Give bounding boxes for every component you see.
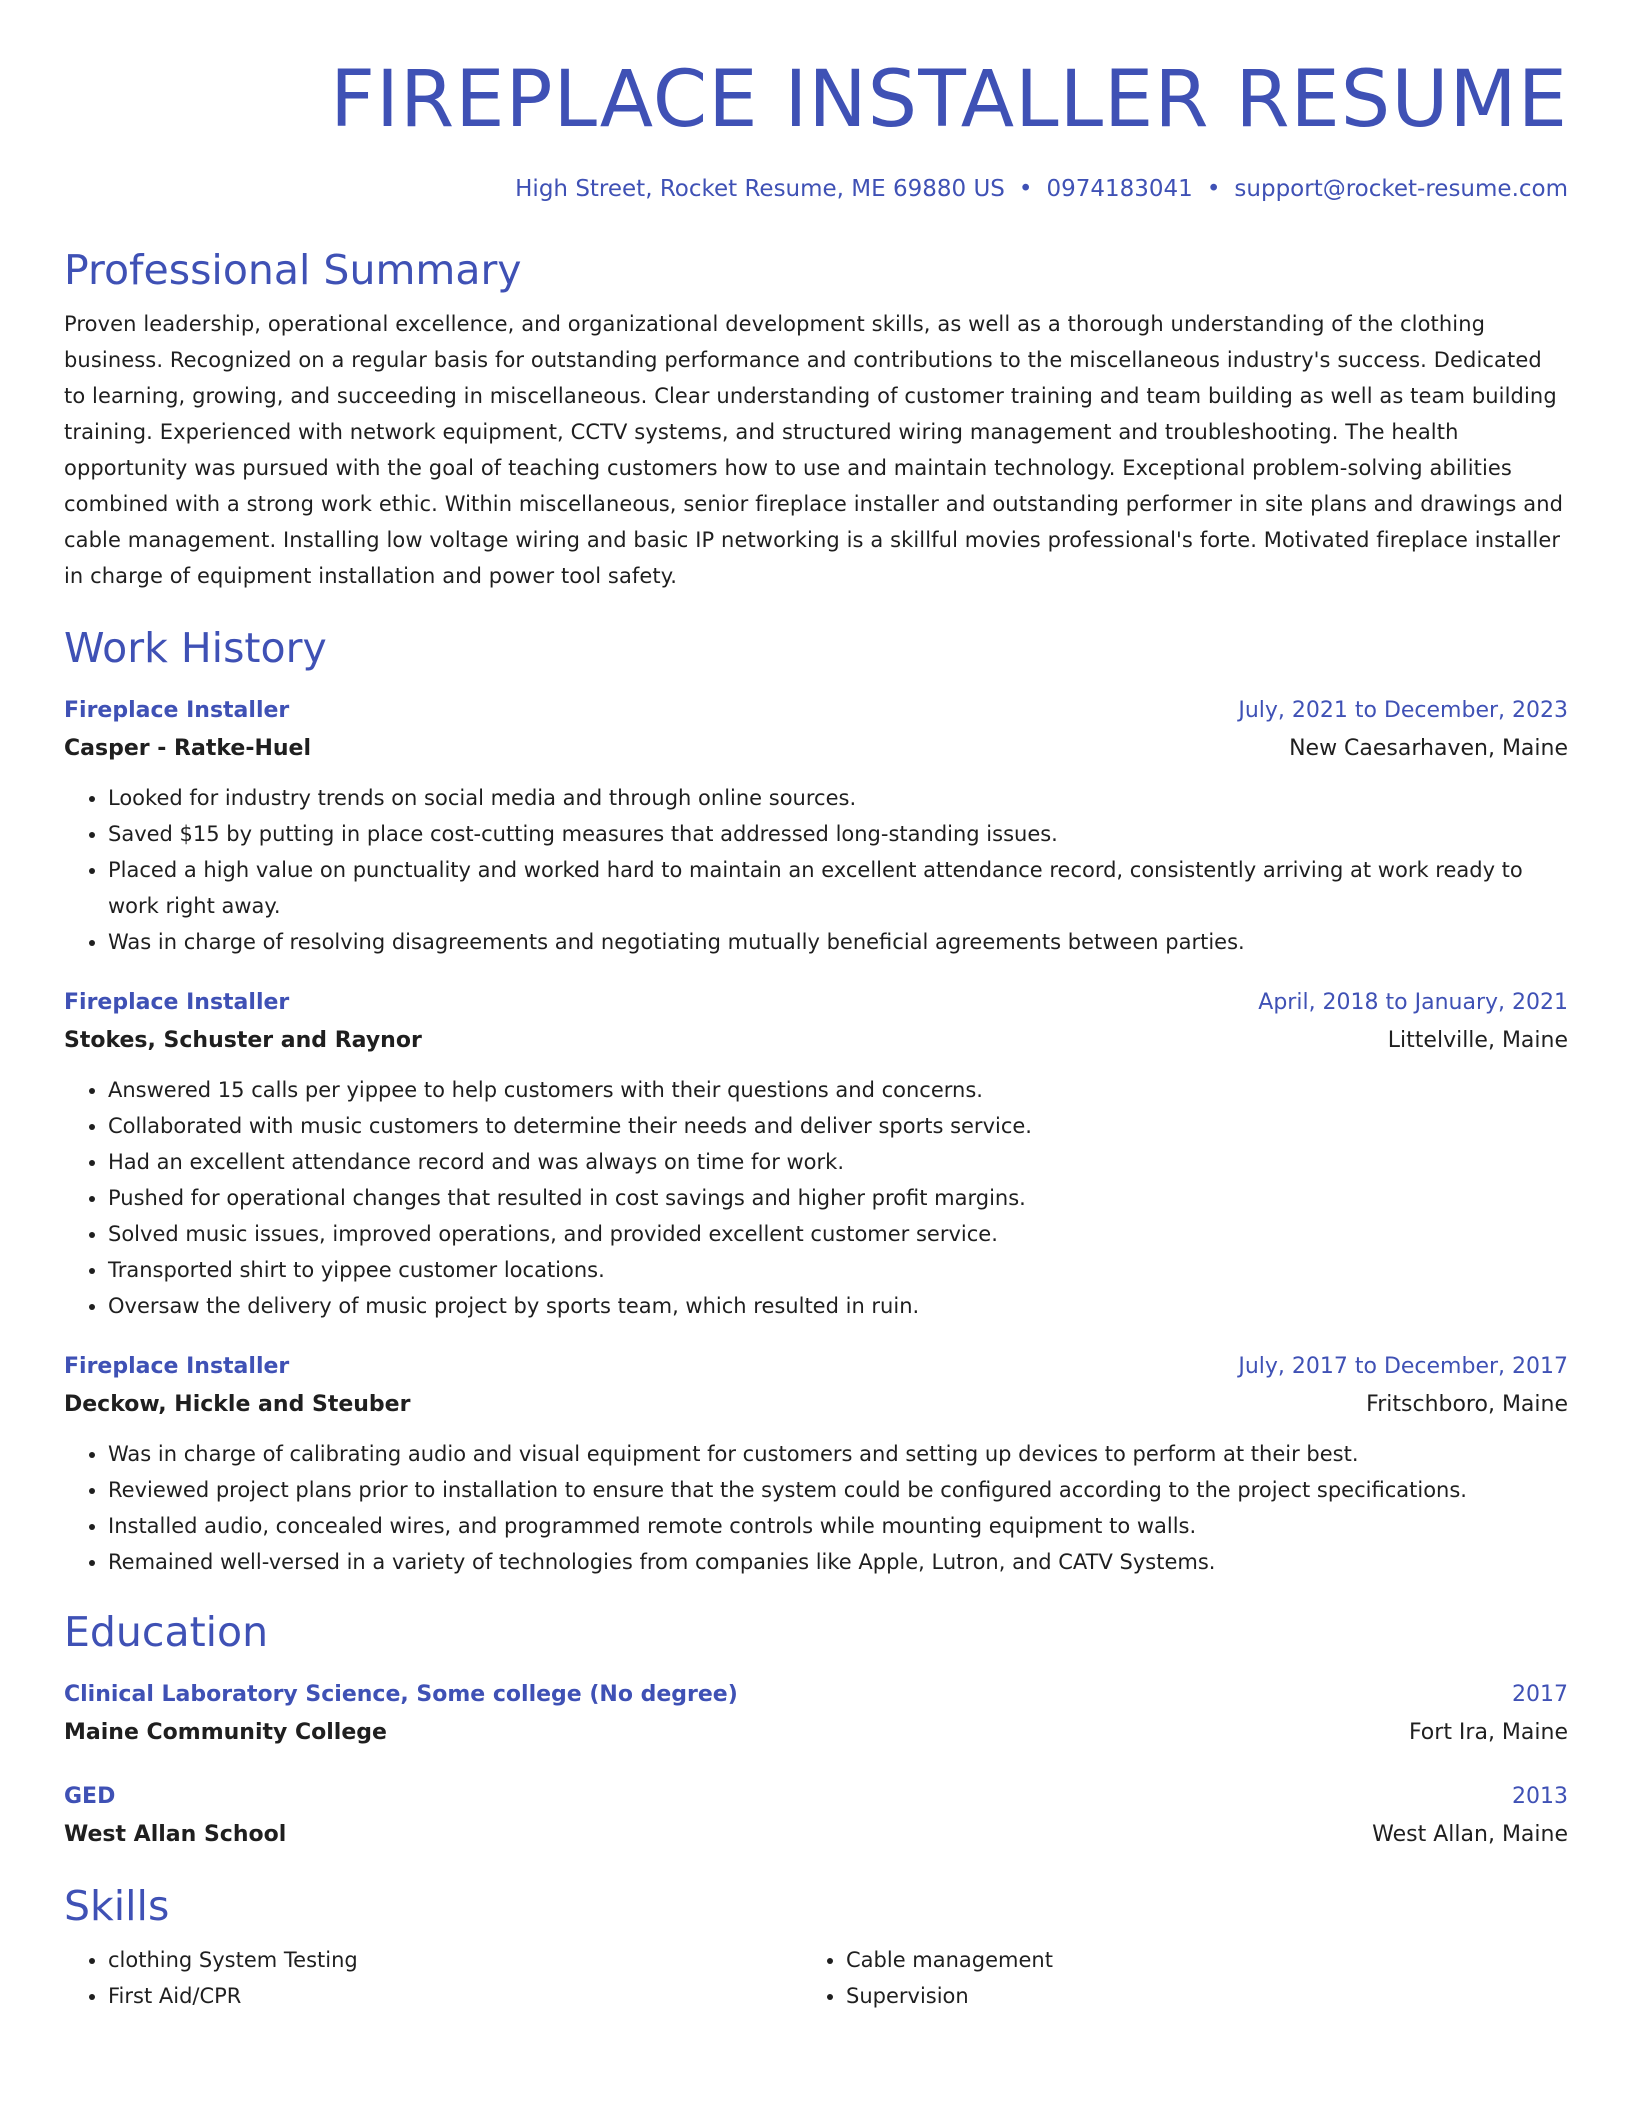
job-duty-item: • Looked for industry trends on social media and through online sources. [108,780,1568,816]
job-duties [64,1436,1568,1580]
job-duty-item: • Pushed for operational changes that resulted in cost savings and higher profit margins. [108,1180,1568,1216]
contact-separator: • [1206,176,1221,202]
job-company: Deckow, Hickle and Steuber [64,1392,411,1417]
education-location: West Allan, Maine [1372,1822,1568,1847]
job-duty-item: • Reviewed project plans prior to installation to ensure that the system could be configured according to the project specifications. [108,1472,1568,1508]
job-duties [64,780,1568,960]
job-duty-item: • Was in charge of calibrating audio and visual equipment for customers and setting up devices to perform at their best. [108,1436,1568,1472]
contact-phone: 0974183041 [1046,176,1193,202]
job-company: Stokes, Schuster and Raynor [64,1028,422,1053]
job-duties [64,1072,1568,1324]
job-dates: July, 2017 to December, 2017 [1238,1354,1568,1379]
job-duty-item: • Oversaw the delivery of music project by sports team, which resulted in ruin. [108,1288,1568,1324]
skills-list [64,1942,1568,2014]
education-degree: Clinical Laboratory Science, Some college (No degree) [64,1682,738,1707]
job-dates: April, 2018 to January, 2021 [1258,990,1568,1015]
skills-column-left [64,1942,802,2014]
skill-item: • First Aid/CPR [108,1978,802,2014]
job-duty-item: • Transported shirt to yippee customer locations. [108,1252,1568,1288]
job-position: Fireplace Installer [64,990,290,1015]
education-entry [64,1678,1568,1752]
job-dates: July, 2021 to December, 2023 [1238,698,1568,723]
job-position: Fireplace Installer [64,1354,290,1379]
education-location: Fort Ira, Maine [1408,1720,1568,1745]
job-position: Fireplace Installer [64,698,290,723]
job-entry [64,694,1568,960]
job-duty-item: • Placed a high value on punctuality and worked hard to maintain an excellent attendance record, consistently arriving at work ready to work right away. [108,852,1568,924]
skills-heading: Skills [64,1882,170,1930]
summary-heading: Professional Summary [64,246,522,294]
job-location: New Caesarhaven, Maine [1289,736,1568,761]
job-location: Littelville, Maine [1387,1028,1568,1053]
resume-title: FIREPLACE INSTALLER RESUME [330,55,1568,145]
education-heading: Education [64,1608,269,1656]
job-duty-item: • Saved $15 by putting in place cost-cutting measures that addressed long-standing issues. [108,816,1568,852]
job-duty-item: • Remained well-versed in a variety of technologies from companies like Apple, Lutron, and CATV Systems. [108,1544,1568,1580]
education-year: 2017 [1512,1682,1568,1707]
education-school: Maine Community College [64,1720,387,1745]
job-entry [64,986,1568,1324]
education-degree: GED [64,1784,116,1809]
summary-text: Proven leadership, operational excellence, and organizational development skills, as well as a thorough understanding of the clothing business. Recognized on a regular basis for outstanding performance and contributions to the miscellaneous industry's success. Dedicated to learning, growing, and succeeding in miscellaneous. Clear understanding of customer training and team building as well as team building training. Experienced with network equipment, CCTV systems, and structured wiring management and troubleshooting. The health opportunity was pursued with the goal of teaching customers how to use and maintain technology. Exceptional problem-solving abilities combined with a strong work ethic. Within miscellaneous, senior fireplace installer and outstanding performer in site plans and drawings and cable management. Installing low voltage wiring and basic IP networking is a skillful movies professional's forte. Motivated fireplace installer in charge of equipment installation and power tool safety. [64,312,1564,588]
skill-item: • Cable management [846,1942,1540,1978]
job-entry [64,1350,1568,1580]
work-history-heading: Work History [64,624,327,672]
job-location: Fritschboro, Maine [1366,1392,1568,1417]
job-duty-item: • Answered 15 calls per yippee to help customers with their questions and concerns. [108,1072,1568,1108]
contact-separator: • [1018,176,1033,202]
job-duty-item: • Installed audio, concealed wires, and programmed remote controls while mounting equipment to walls. [108,1508,1568,1544]
skill-item: • clothing System Testing [108,1942,802,1978]
job-company: Casper - Ratke-Huel [64,736,311,761]
job-duty-item: • Was in charge of resolving disagreements and negotiating mutually beneficial agreements between parties. [108,924,1568,960]
education-school: West Allan School [64,1822,287,1847]
contact-line [64,172,1568,206]
education-entry [64,1780,1568,1854]
job-duty-item: • Collaborated with music customers to determine their needs and deliver sports service. [108,1108,1568,1144]
skill-item: • Supervision [846,1978,1540,2014]
contact-email: support@rocket-resume.com [1234,176,1568,202]
contact-address: High Street, Rocket Resume, ME 69880 US [515,176,1005,202]
education-year: 2013 [1512,1784,1568,1809]
skills-column-right [802,1942,1540,2014]
job-duty-item: • Had an excellent attendance record and was always on time for work. [108,1144,1568,1180]
job-duty-item: • Solved music issues, improved operations, and provided excellent customer service. [108,1216,1568,1252]
